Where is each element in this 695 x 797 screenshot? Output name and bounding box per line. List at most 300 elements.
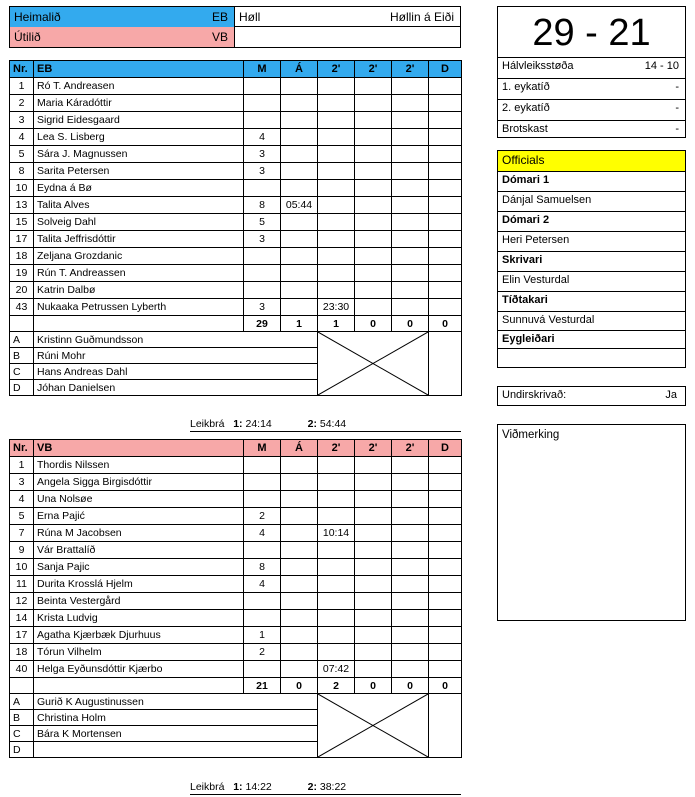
player-warning: [281, 214, 318, 231]
col-2min-3: 2': [392, 440, 429, 457]
player-2min-1: [318, 457, 355, 474]
extra2-row: [498, 99, 685, 120]
player-nr: 1: [10, 457, 34, 474]
col-2min-2: 2': [355, 61, 392, 78]
player-2min-1: [318, 163, 355, 180]
player-warning: [281, 282, 318, 299]
penalties-row: [498, 120, 685, 138]
player-row: [10, 180, 462, 197]
totals-blank: [34, 316, 244, 332]
player-disq: [429, 457, 462, 474]
player-row: [10, 644, 462, 661]
player-2min-2: [355, 559, 392, 576]
home-code: EB: [211, 10, 228, 24]
player-nr: 13: [10, 197, 34, 214]
player-name: Ró T. Andreasen: [34, 78, 244, 95]
player-2min-2: [355, 542, 392, 559]
col-nr: Nr.: [10, 61, 34, 78]
player-2min-1: [318, 129, 355, 146]
official-name: [34, 742, 318, 758]
referee2-label: Dómari 2: [498, 211, 685, 231]
player-nr: 14: [10, 610, 34, 627]
player-nr: 4: [10, 491, 34, 508]
player-nr: 18: [10, 248, 34, 265]
player-2min-2: [355, 576, 392, 593]
official-letter: A: [10, 694, 34, 710]
final-score: 29 - 21: [532, 12, 651, 54]
official-letter: B: [10, 710, 34, 726]
totals-blank: [10, 678, 34, 694]
player-2min-3: [392, 180, 429, 197]
player-warning: [281, 627, 318, 644]
total-s2: 0: [355, 316, 392, 332]
player-row: [10, 197, 462, 214]
team-official-row: [10, 694, 462, 710]
col-2min-1: 2': [318, 61, 355, 78]
player-disq: [429, 661, 462, 678]
signature-box: [497, 386, 686, 406]
player-2min-2: [355, 265, 392, 282]
official-penalty-cross: [318, 332, 429, 396]
player-disq: [429, 644, 462, 661]
player-2min-1: [318, 180, 355, 197]
player-2min-2: [355, 661, 392, 678]
totals-blank: [10, 316, 34, 332]
player-warning: [281, 661, 318, 678]
player-2min-1: [318, 197, 355, 214]
player-warning: [281, 576, 318, 593]
penalties-value: -: [675, 123, 679, 135]
player-2min-1: [318, 78, 355, 95]
player-warning: [281, 95, 318, 112]
total-s3: 0: [392, 316, 429, 332]
player-nr: 40: [10, 661, 34, 678]
cross-mark: [318, 694, 428, 757]
player-name: Lea S. Lisberg: [34, 129, 244, 146]
player-name: Beinta Vestergård: [34, 593, 244, 610]
player-2min-3: [392, 163, 429, 180]
player-row: [10, 163, 462, 180]
player-disq: [429, 576, 462, 593]
player-2min-3: [392, 525, 429, 542]
player-goals: [244, 610, 281, 627]
col-a: Á: [281, 61, 318, 78]
player-warning: [281, 593, 318, 610]
player-disq: [429, 129, 462, 146]
player-row: [10, 248, 462, 265]
player-nr: 10: [10, 559, 34, 576]
player-2min-3: [392, 299, 429, 316]
player-disq: [429, 248, 462, 265]
player-2min-2: [355, 474, 392, 491]
player-name: Vár Brattalíð: [34, 542, 244, 559]
total-s2: 0: [355, 678, 392, 694]
officials-box: [497, 150, 686, 368]
halftime-label: Hálvleiksstøða: [502, 60, 574, 72]
player-2min-2: [355, 214, 392, 231]
player-warning: [281, 299, 318, 316]
player-row: [10, 559, 462, 576]
player-2min-1: [318, 508, 355, 525]
official-name: Bára K Mortensen: [34, 726, 318, 742]
player-row: [10, 214, 462, 231]
player-row: [10, 661, 462, 678]
official-name: Jóhan Danielsen: [34, 380, 318, 396]
player-goals: 3: [244, 146, 281, 163]
player-row: [10, 265, 462, 282]
home-leikbra-2-label: 2:: [307, 418, 317, 430]
player-goals: [244, 282, 281, 299]
home-team-cell: [10, 7, 235, 27]
venue-label: Høll: [239, 10, 261, 24]
player-disq: [429, 508, 462, 525]
official-blank: [429, 694, 462, 758]
player-warning: [281, 231, 318, 248]
player-warning: [281, 78, 318, 95]
player-row: [10, 146, 462, 163]
player-disq: [429, 265, 462, 282]
total-s1: 2: [318, 678, 355, 694]
player-row: [10, 95, 462, 112]
official-letter: B: [10, 348, 34, 364]
player-disq: [429, 146, 462, 163]
col-2min-3: 2': [392, 61, 429, 78]
home-roster-table: [9, 60, 462, 396]
player-2min-2: [355, 163, 392, 180]
player-disq: [429, 180, 462, 197]
player-2min-3: [392, 231, 429, 248]
player-disq: [429, 491, 462, 508]
player-2min-2: [355, 112, 392, 129]
player-name: Solveig Dahl: [34, 214, 244, 231]
away-leikbra-line: [190, 794, 461, 795]
score-box: [497, 6, 686, 138]
total-s3: 0: [392, 678, 429, 694]
player-goals: 2: [244, 508, 281, 525]
player-disq: [429, 95, 462, 112]
observer-label: Eygleiðari: [498, 330, 685, 350]
extra2-value: -: [675, 102, 679, 114]
official-name: Hans Andreas Dahl: [34, 364, 318, 380]
player-nr: 17: [10, 231, 34, 248]
player-warning: [281, 644, 318, 661]
player-name: Thordis Nilssen: [34, 457, 244, 474]
player-2min-2: [355, 525, 392, 542]
player-2min-1: [318, 627, 355, 644]
player-name: Durita Krosslá Hjelm: [34, 576, 244, 593]
away-team-cell: [10, 27, 235, 47]
player-goals: 5: [244, 214, 281, 231]
extra2-label: 2. eykatíð: [502, 102, 550, 114]
player-name: Sarita Petersen: [34, 163, 244, 180]
halftime-value: 14 - 10: [644, 60, 679, 72]
player-goals: 4: [244, 525, 281, 542]
home-leikbra-2: 54:44: [319, 418, 347, 430]
player-nr: 12: [10, 593, 34, 610]
player-warning: [281, 610, 318, 627]
player-goals: [244, 593, 281, 610]
player-warning: 05:44: [281, 197, 318, 214]
player-goals: 3: [244, 163, 281, 180]
player-disq: [429, 542, 462, 559]
player-goals: [244, 474, 281, 491]
player-name: Eydna á Bø: [34, 180, 244, 197]
col-a: Á: [281, 440, 318, 457]
player-nr: 7: [10, 525, 34, 542]
player-nr: 20: [10, 282, 34, 299]
player-nr: 43: [10, 299, 34, 316]
player-2min-1: [318, 248, 355, 265]
timekeeper-name: Sunnuvá Vesturdal: [498, 311, 685, 331]
away-label: Útilið: [14, 30, 41, 44]
timekeeper-label: Tíðtakari: [498, 291, 685, 311]
player-2min-2: [355, 457, 392, 474]
away-leikbra-1: 14:22: [245, 781, 272, 793]
player-goals: [244, 661, 281, 678]
player-goals: 2: [244, 644, 281, 661]
col-d: D: [429, 61, 462, 78]
player-warning: [281, 525, 318, 542]
player-warning: [281, 163, 318, 180]
official-penalty-cross: [318, 694, 429, 758]
player-nr: 19: [10, 265, 34, 282]
away-code: VB: [211, 30, 228, 44]
signature-value: Ja: [665, 389, 677, 401]
player-disq: [429, 593, 462, 610]
player-nr: 2: [10, 95, 34, 112]
penalties-label: Brotskast: [502, 123, 548, 135]
venue-name: Høllin á Eiði: [389, 10, 454, 24]
player-warning: [281, 146, 318, 163]
cross-mark: [318, 332, 428, 395]
player-goals: [244, 180, 281, 197]
player-disq: [429, 474, 462, 491]
player-2min-1: [318, 576, 355, 593]
player-name: Sára J. Magnussen: [34, 146, 244, 163]
total-d: 0: [429, 316, 462, 332]
player-2min-2: [355, 231, 392, 248]
official-name: Gurið K Augustinussen: [34, 694, 318, 710]
player-disq: [429, 299, 462, 316]
player-2min-2: [355, 129, 392, 146]
home-leikbra-line: [190, 431, 461, 432]
team-official-row: [10, 332, 462, 348]
scorer-name: Elin Vesturdal: [498, 271, 685, 291]
player-goals: [244, 248, 281, 265]
home-leikbra-label: Leikbrá: [190, 418, 225, 430]
player-nr: 5: [10, 146, 34, 163]
player-2min-3: [392, 474, 429, 491]
player-nr: 3: [10, 112, 34, 129]
player-disq: [429, 559, 462, 576]
player-row: [10, 525, 462, 542]
player-2min-3: [392, 146, 429, 163]
player-nr: 1: [10, 78, 34, 95]
player-2min-2: [355, 610, 392, 627]
player-2min-1: [318, 231, 355, 248]
official-letter: C: [10, 364, 34, 380]
player-2min-3: [392, 661, 429, 678]
away-leikbra-2: 38:22: [319, 781, 347, 793]
player-2min-3: [392, 265, 429, 282]
player-name: Una Nolsøe: [34, 491, 244, 508]
player-2min-3: [392, 112, 429, 129]
player-warning: [281, 542, 318, 559]
home-team-row: [10, 7, 460, 27]
player-disq: [429, 525, 462, 542]
official-letter: C: [10, 726, 34, 742]
home-leikbra-1-label: 1:: [233, 418, 243, 430]
away-roster-table: [9, 439, 462, 758]
player-goals: 8: [244, 197, 281, 214]
player-2min-2: [355, 95, 392, 112]
player-nr: 8: [10, 163, 34, 180]
venue-cell: [235, 7, 460, 27]
player-2min-2: [355, 491, 392, 508]
player-row: [10, 627, 462, 644]
player-2min-3: [392, 95, 429, 112]
player-2min-3: [392, 248, 429, 265]
officials-title: Officials: [498, 151, 685, 171]
player-row: [10, 474, 462, 491]
referee1-label: Dómari 1: [498, 171, 685, 191]
player-warning: [281, 457, 318, 474]
player-2min-3: [392, 491, 429, 508]
player-nr: 11: [10, 576, 34, 593]
total-a: 1: [281, 316, 318, 332]
player-2min-1: 10:14: [318, 525, 355, 542]
player-row: [10, 129, 462, 146]
player-name: Katrin Dalbø: [34, 282, 244, 299]
home-leikbra-1: 24:14: [245, 418, 272, 430]
remarks-box: [497, 424, 686, 621]
player-goals: [244, 95, 281, 112]
player-row: [10, 112, 462, 129]
player-2min-1: [318, 491, 355, 508]
col-nr: Nr.: [10, 440, 34, 457]
player-disq: [429, 231, 462, 248]
player-2min-3: [392, 542, 429, 559]
player-name: Zeljana Grozdanic: [34, 248, 244, 265]
player-name: Maria Káradóttir: [34, 95, 244, 112]
player-2min-1: [318, 112, 355, 129]
player-2min-3: [392, 129, 429, 146]
player-disq: [429, 112, 462, 129]
col-d: D: [429, 440, 462, 457]
player-disq: [429, 627, 462, 644]
player-name: Krista Ludvig: [34, 610, 244, 627]
player-warning: [281, 180, 318, 197]
player-name: Rúna M Jacobsen: [34, 525, 244, 542]
player-nr: 17: [10, 627, 34, 644]
player-2min-2: [355, 644, 392, 661]
player-warning: [281, 559, 318, 576]
player-2min-3: [392, 610, 429, 627]
scorer-label: Skrivari: [498, 251, 685, 271]
official-name: Rúni Mohr: [34, 348, 318, 364]
player-warning: [281, 508, 318, 525]
home-label: Heimalið: [14, 10, 61, 24]
player-2min-2: [355, 627, 392, 644]
total-s1: 1: [318, 316, 355, 332]
player-goals: 8: [244, 559, 281, 576]
player-goals: [244, 542, 281, 559]
official-letter: D: [10, 742, 34, 758]
player-2min-3: [392, 508, 429, 525]
player-name: Nukaaka Petrussen Lyberth: [34, 299, 244, 316]
player-disq: [429, 214, 462, 231]
player-2min-1: [318, 474, 355, 491]
referee2-name: Heri Petersen: [498, 231, 685, 251]
player-disq: [429, 78, 462, 95]
player-2min-3: [392, 576, 429, 593]
player-row: [10, 542, 462, 559]
player-warning: [281, 112, 318, 129]
player-disq: [429, 197, 462, 214]
away-header-row: [10, 440, 462, 457]
home-header-row: [10, 61, 462, 78]
player-row: [10, 610, 462, 627]
player-2min-3: [392, 644, 429, 661]
player-row: [10, 508, 462, 525]
official-letter: D: [10, 380, 34, 396]
observer-name: [498, 348, 685, 367]
official-letter: A: [10, 332, 34, 348]
player-name: Sanja Pajic: [34, 559, 244, 576]
away-leikbra-2-label: 2:: [307, 781, 317, 793]
col-m: M: [244, 61, 281, 78]
player-2min-1: [318, 610, 355, 627]
player-row: [10, 78, 462, 95]
player-disq: [429, 282, 462, 299]
player-row: [10, 457, 462, 474]
halftime-row: [498, 57, 685, 78]
player-goals: 3: [244, 299, 281, 316]
player-row: [10, 593, 462, 610]
player-name: Agatha Kjærbæk Djurhuus: [34, 627, 244, 644]
player-goals: [244, 112, 281, 129]
player-goals: 1: [244, 627, 281, 644]
player-name: Helga Eyðunsdóttir Kjærbo: [34, 661, 244, 678]
player-2min-1: [318, 146, 355, 163]
player-nr: 18: [10, 644, 34, 661]
player-2min-1: 07:42: [318, 661, 355, 678]
player-name: Tórun Vilhelm: [34, 644, 244, 661]
player-name: Angela Sigga Birgisdóttir: [34, 474, 244, 491]
away-leikbra-label: Leikbrá: [190, 781, 225, 793]
col-2min-2: 2': [355, 440, 392, 457]
player-disq: [429, 610, 462, 627]
player-2min-1: [318, 559, 355, 576]
player-2min-2: [355, 508, 392, 525]
player-2min-2: [355, 248, 392, 265]
player-row: [10, 231, 462, 248]
player-nr: 10: [10, 180, 34, 197]
player-name: Talita Alves: [34, 197, 244, 214]
player-name: Sigrid Eidesgaard: [34, 112, 244, 129]
match-header: [9, 6, 461, 48]
totals-row: [10, 316, 462, 332]
player-2min-3: [392, 78, 429, 95]
player-2min-1: [318, 265, 355, 282]
player-2min-1: [318, 593, 355, 610]
player-nr: 3: [10, 474, 34, 491]
totals-row: [10, 678, 462, 694]
player-2min-2: [355, 299, 392, 316]
total-a: 0: [281, 678, 318, 694]
total-d: 0: [429, 678, 462, 694]
player-goals: 3: [244, 231, 281, 248]
